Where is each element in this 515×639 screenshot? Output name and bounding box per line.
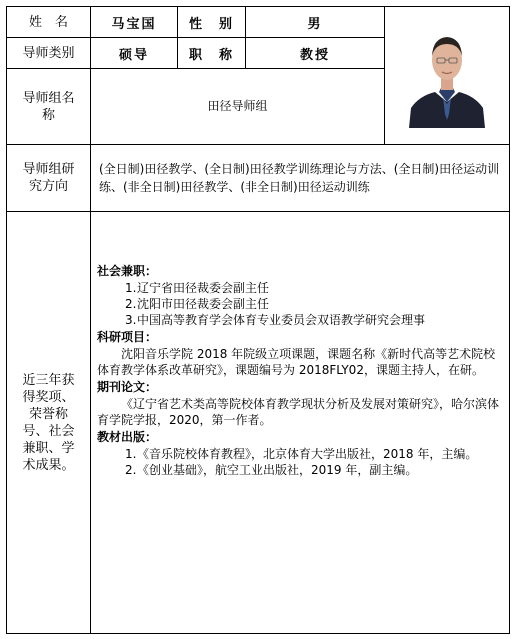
social-title: 社会兼职：	[97, 264, 158, 278]
list-text: 《创业基础》，航空工业出版社，2019 年，副主编。	[137, 463, 418, 477]
list-text: 中国高等教育学会体育专业委员会双语教学研究会理事	[137, 313, 426, 327]
achievements-content	[91, 212, 510, 634]
list-number: 1.	[125, 281, 137, 295]
list-number: 2.	[125, 463, 137, 477]
research-text: 沈阳音乐学院 2018 年院级立项课题，课题名称《新时代高等艺术院校体育教学体系改革研究》，课题编号为 2018FLY02，课题主持人，在研。	[97, 347, 496, 377]
achievements-label: 近三年获得奖项、荣誉称号、社会兼职、学术成果。	[7, 212, 91, 634]
name-label: 姓 名	[7, 7, 91, 38]
list-number: 2.	[125, 297, 137, 311]
research-direction-value: (全日制)田径教学、(全日制)田径教学训练理论与方法、(全日制)田径运动训练、(非全日制)田径教学、(非全日制)田径运动训练	[91, 145, 510, 212]
books-title: 教材出版：	[97, 430, 158, 444]
list-text: 辽宁省田径裁委会副主任	[137, 281, 270, 295]
research-title: 科研项目：	[97, 330, 158, 344]
tutor-type-value: 硕导	[91, 38, 178, 69]
list-item	[97, 462, 503, 478]
gender-label: 性 别	[178, 7, 246, 38]
list-item	[97, 280, 503, 296]
group-name-value: 田径导师组	[91, 69, 385, 145]
research-direction-label: 导师组研究方向	[7, 145, 91, 212]
list-item	[97, 296, 503, 312]
list-text: 《音乐院校体育教程》，北京体育大学出版社，2018 年，主编。	[137, 447, 478, 461]
photo-cell	[385, 7, 510, 145]
tutor-photo	[407, 20, 487, 128]
papers-text: 《辽宁省艺术类高等院校体育教学现状分析及发展对策研究》，哈尔滨体育学院学报，2020，第一作者。	[97, 397, 500, 427]
list-item	[97, 312, 503, 328]
list-number: 3.	[125, 313, 137, 327]
list-number: 1.	[125, 447, 137, 461]
list-item	[97, 446, 503, 462]
list-text: 沈阳市田径裁委会副主任	[137, 297, 270, 311]
title-value: 教授	[246, 38, 385, 69]
group-name-label: 导师组名称	[7, 69, 91, 145]
tutor-info-table	[6, 6, 510, 634]
gender-value: 男	[246, 7, 385, 38]
name-value: 马宝国	[91, 7, 178, 38]
title-label: 职 称	[178, 38, 246, 69]
tutor-type-label: 导师类别	[7, 38, 91, 69]
papers-title: 期刊论文：	[97, 380, 158, 394]
